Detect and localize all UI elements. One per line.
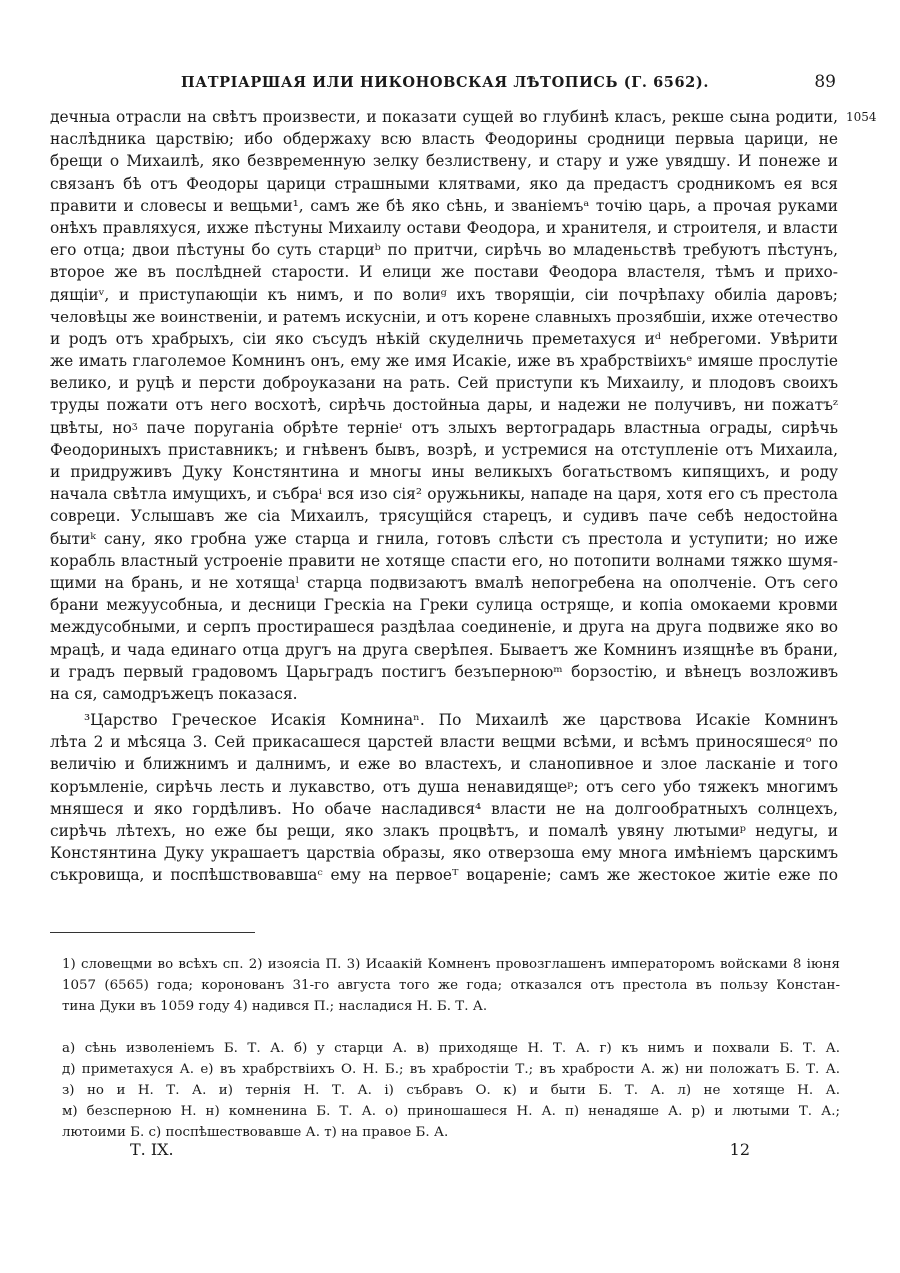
text-line: и придруживъ Дуку Констянтина и многы ины великыхъ богатьствомъ кипящихъ, и роду bbox=[50, 463, 838, 481]
text-line: брани межуусобныа, и десници Грескіа на Греки сулица острящe, и копіа омокаеми кровми bbox=[50, 596, 838, 615]
text-line: ³Царство Греческое Исакія Комнинаⁿ. По Михаилѣ же царствова Исакіе Комнинъ bbox=[84, 711, 838, 730]
text-line: и градъ первый градовомъ Царьградъ постигъ безъперноюᵐ борзостію, и вѣнецъ возложивъ bbox=[50, 662, 838, 681]
text-line: начала свѣтла имущихъ, и събраⁱ вся изо сія² оружьникы, нападе на царя, хотя его съ престола bbox=[50, 485, 838, 504]
text-line: коръмленіе, сирѣчь лесть и лукавство, отъ душа ненавидящеᵖ; отъ сего убо тяжекъ многимъ bbox=[50, 777, 838, 796]
footnotes bbox=[62, 954, 840, 1017]
text-line: лѣта 2 и мѣсяца 3. Сей прикасашеся царстей власти вещми всѣми, и всѣмъ приносяшесяᵒ по bbox=[50, 733, 838, 752]
main-text bbox=[50, 106, 877, 887]
text-line: величію и ближнимъ и далнимъ, и еже во властехъ, и сланопивное и злое ласканіе и того bbox=[50, 755, 838, 774]
running-title: ПАТРІАРШАЯ ИЛИ НИКОНОВСКАЯ ЛѢТОПИСЬ (Г. 6562). bbox=[181, 74, 709, 91]
footnote-line: 1) словещми во всѣхъ сп. 2) изоясіа П. 3) Исаакій Комненъ провозглашенъ императоромъ войсками 8 іюня bbox=[62, 957, 840, 972]
page-number: 89 bbox=[814, 72, 836, 92]
text-line: Феодориныхъ приставникъ; и гнѣвенъ бывъ, возрѣ, и устремися на отступленіе отъ Михаила, bbox=[50, 440, 838, 459]
footnote-line: тина Дуки въ 1059 году 4) надився П.; насладися Н. Б. Т. А. bbox=[62, 999, 488, 1014]
footnote-line: 1057 (6565) года; коронованъ 31-го августа того же года; отказался отъ престола въ пользу Констан- bbox=[62, 978, 840, 993]
text-line: Констянтина Дуку украшаетъ царствіа образы, яко отверзоша ему многа имѣніемъ царскимъ bbox=[50, 844, 838, 863]
text-line: труды пожати отъ него восхотѣ, сирѣчь достойныа дары, и надежи не получивъ, ни пожатъᶻ bbox=[50, 396, 838, 415]
text-line: брещи о Михаилѣ, яко безвременную зелку безлиствену, и стару и уже увядшу. И понеже и bbox=[50, 152, 838, 171]
text-line: бытиᵏ сану, яко гробна уже старца и гнила, готовъ слѣсти съ престола и уступити; но иже bbox=[50, 529, 838, 548]
running-header bbox=[50, 72, 850, 94]
text-line: цвѣты, ноᶾ паче поруганіа обрѣте терніеᶦ отъ злыхъ вертоградарь властныа ограды, сирѣчь bbox=[50, 418, 838, 437]
text-line: корабль властный устроеніе правити не хотяще спасти его, но потопити волнами тяжко шумя- bbox=[50, 551, 838, 570]
text-line: человѣцы же воинственіи, и ратемъ искусніи, и отъ корене славныхъ прозябшіи, ихже отечество bbox=[50, 307, 838, 326]
text-line: совреци. Услышавъ же сіа Михаилъ, трясущійся старецъ, и судивъ паче себѣ недостойна bbox=[50, 507, 838, 526]
variant-line: д) приметахуся А. е) въ храбрствіихъ О. Н. Б.; въ храбростіи Т.; въ храбрости А. ж) ни положатъ Б. Т. А. bbox=[62, 1062, 840, 1077]
margin-year: 1054 bbox=[846, 110, 877, 124]
text-line: правити и словесы и вещьми¹, самъ же бѣ яко сѣнь, и званіемъᵃ точію царь, а прочая руками bbox=[50, 196, 838, 215]
text-line: связанъ бѣ отъ Феодоры царици страшными клятвами, яко да предастъ сродникомъ ея вся bbox=[50, 174, 838, 193]
text-line: междусобными, и серпъ простирашеся раздѣлаа соединеніе, и друга на друга подвиже яко во bbox=[50, 618, 838, 637]
sheet-number: 12 bbox=[729, 1140, 750, 1159]
text-line: второе же въ послѣдней старости. И елици же постави Феодора властеля, тѣмъ и прихо- bbox=[50, 263, 838, 282]
text-line: щими на брань, и не хотящаˡ старца подвизаютъ вмалѣ непогребена на ополченіе. Отъ сего bbox=[50, 573, 838, 592]
text-line: сирѣчь лѣтехъ, но еже бы рещи, яко злакъ процвѣтъ, и помалѣ увяну лютымиᵖ недугы, и bbox=[50, 822, 838, 840]
footnote-rule bbox=[50, 932, 255, 933]
volume-signature: Т. IX. bbox=[130, 1140, 174, 1159]
text-line: на ся, самодръжецъ показася. bbox=[50, 684, 298, 703]
page-footer bbox=[130, 1140, 770, 1164]
variant-line: лютоими Б. с) поспѣшествовавше А. т) на правое Б. А. bbox=[62, 1125, 449, 1140]
text-line: дечныа отрасли на свѣтъ произвести, и показати сущей во глубинѣ класъ, рекше сына родити, bbox=[50, 108, 838, 126]
text-line: дящіиᵛ, и приступающіи къ нимъ, и по волиᵍ ихъ творящіи, сіи почрѣпаху обиліа даровъ; bbox=[50, 285, 838, 304]
text-line: наслѣдника царствію; ибо обдержаху всю власть Феодорины сродници первыа царици, не bbox=[50, 130, 838, 149]
variant-line: м) безсперною Н. н) комненина Б. Т. А. о) приношашеся Н. А. п) ненадяше А. р) и лютыми Т. А.; bbox=[62, 1104, 840, 1119]
variant-line: а) сѣнь изволеніемъ Б. Т. А. б) у старци А. в) приходяще Н. Т. А. г) къ нимъ и похвали Б. Т. А. bbox=[62, 1041, 840, 1056]
text-line: и родъ отъ храбрыхъ, сіи яко съсудъ нѣкій скуделничь преметахуся иᵈ небрегоми. Увѣрити bbox=[50, 329, 838, 348]
variant-line: з) но и Н. Т. А. и) тернія Н. Т. А. і) събравъ О. к) и быти Б. Т. А. л) не хотяще Н. А. bbox=[62, 1083, 840, 1098]
text-line: его отца; двои пѣстуны бо суть старциᵇ по притчи, сирѣчь во младеньствѣ требуютъ пѣстунъ, bbox=[50, 241, 838, 260]
text-line: мрацѣ, и чада единаго отца другъ на друга сверѣпея. Бываетъ же Комнинъ изящнѣе въ брани, bbox=[50, 640, 838, 659]
text-line: съкровища, и поспѣшствовавшаᶜ ему на первоеᵀ воцареніе; самъ же жестокое житіе еже по bbox=[50, 866, 838, 885]
text-line: мняшеся и яко гордѣливъ. Но обаче насладився⁴ власти не на долгообратныхъ солнцехъ, bbox=[50, 799, 838, 818]
text-line: же имать глаголемое Комнинъ онъ, ему же имя Исакіе, иже въ храбрствіихъᵉ имяше прослутіе bbox=[50, 352, 838, 371]
variant-readings bbox=[62, 1038, 840, 1143]
text-line: велико, и руцѣ и персти доброуказани на рать. Сей приступи къ Михаилу, и плодовъ своихъ bbox=[50, 374, 838, 393]
text-line: онѣхъ правляхуся, ихже пѣстуны Михаилу остави Феодора, и хранителя, и строителя, и власти bbox=[50, 218, 838, 237]
